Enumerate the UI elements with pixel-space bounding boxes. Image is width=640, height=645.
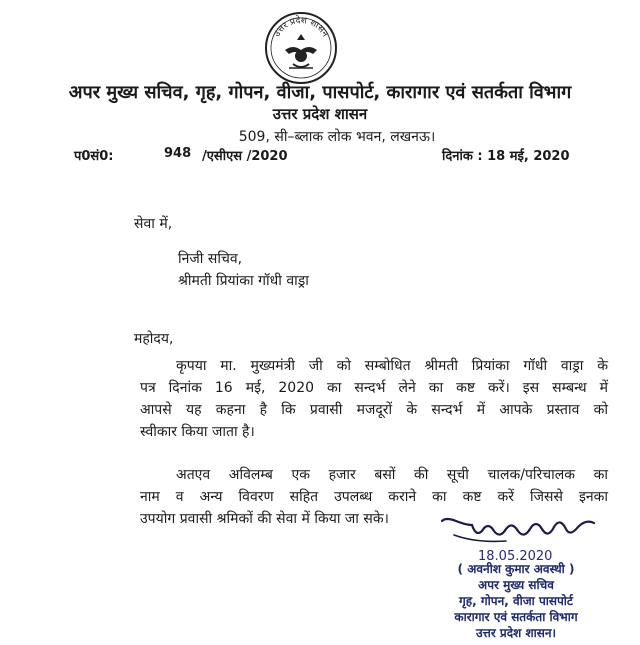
signatory-dept-line2: कारागार एवं सतर्कता विभाग bbox=[454, 610, 578, 624]
letter-date: दिनांक : 18 मई, 2020 bbox=[442, 149, 570, 164]
body-line: अतएव अविलम्ब एक हजार बसों की सूची चालक/परिचालक का bbox=[176, 467, 608, 483]
office-address: 509, सी–ब्लाक लोक भवन, लखनऊ। bbox=[238, 129, 436, 145]
handwritten-signature bbox=[436, 507, 606, 549]
body-line: स्वीकार किया जाता है। bbox=[140, 424, 255, 440]
signatory-dept-line1: गृह, गोपन, वीजा पासपोर्ट bbox=[459, 594, 573, 608]
reference-dept-code: /एसीएस /2020 bbox=[202, 149, 288, 164]
body-line: आपसे यह कहना है कि प्रवासी मजदूरों के सन्दर्भ में आपके प्रस्ताव को bbox=[140, 402, 608, 418]
signatory-govt: उत्तर प्रदेश शासन। bbox=[475, 626, 557, 640]
body-line: पत्र दिनांक 16 मई, 2020 का सन्दर्भ लेने का कष्ट करें। इस सम्बन्ध में bbox=[140, 380, 608, 396]
body-line: उपयोग प्रवासी श्रमिकों की सेवा में किया जा सके। bbox=[140, 511, 389, 527]
body-line: कृपया मा. मुख्यमंत्री जी को सम्बोधित श्रीमती प्रियांका गॉधी वाड्रा के bbox=[176, 358, 608, 374]
recipient-name: श्रीमती प्रियांका गॉधी वाड्रा bbox=[178, 273, 309, 289]
department-heading: अपर मुख्य सचिव, गृह, गोपन, वीजा, पासपोर्ट, कारागार एवं सतर्कता विभाग bbox=[68, 82, 572, 103]
reference-label: प0सं0: bbox=[74, 149, 114, 164]
signatory-title: अपर मुख्य सचिव bbox=[478, 578, 554, 592]
body-paragraph-1 bbox=[140, 355, 608, 443]
salutation: महोदय, bbox=[134, 331, 174, 347]
seal-text: उत्तर प्रदेश शासन bbox=[272, 15, 330, 39]
reference-number: 948 bbox=[164, 146, 192, 161]
body-line: नाम व अन्य विवरण सहित उपलब्ध कराने का कष्ट करें जिससे इनका bbox=[140, 489, 608, 505]
government-heading: उत्तर प्रदेश शासन bbox=[272, 105, 368, 123]
signature-date: 18.05.2020 bbox=[478, 549, 553, 564]
recipient-to: सेवा में, bbox=[134, 216, 173, 232]
recipient-designation: निजी सचिव, bbox=[178, 251, 243, 267]
signatory-name: ( अवनीश कुमार अवस्थी ) bbox=[457, 562, 575, 576]
up-govt-seal-icon bbox=[263, 10, 339, 86]
